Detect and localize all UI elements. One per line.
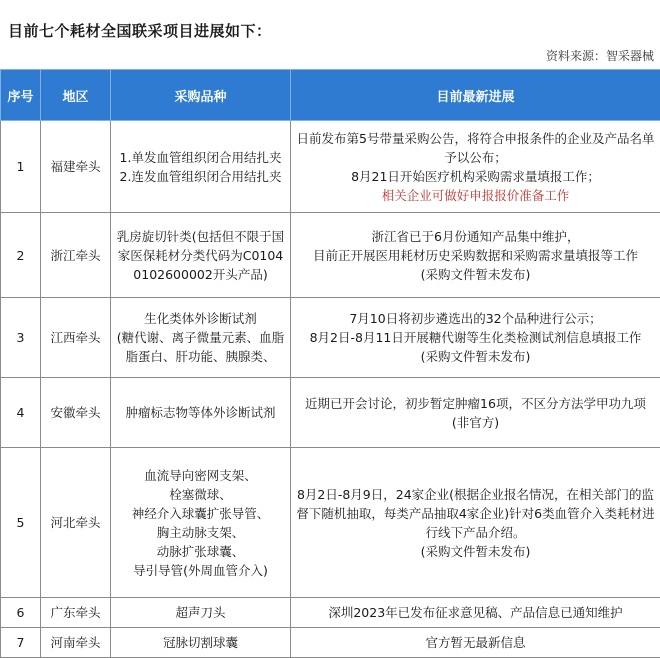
row-items xyxy=(111,378,291,448)
item-line: 血流导向密网支架、 xyxy=(115,466,286,485)
item-line: (糖代谢、离子微量元素、血脂脂蛋白、肝功能、胰腺类、 xyxy=(115,328,286,366)
item-line: 冠脉切割球囊 xyxy=(115,633,286,652)
row-items xyxy=(111,628,291,658)
row-items xyxy=(111,598,291,628)
item-line: 1.单发血管组织闭合用结扎夹 xyxy=(115,148,286,167)
progress-line: (采购文件暂未发布) xyxy=(295,347,656,366)
row-items xyxy=(111,298,291,378)
progress-line: 7月10日将初步遴选出的32个品种进行公示； xyxy=(295,309,656,328)
table-header-row xyxy=(1,70,660,121)
row-number: 2 xyxy=(1,213,41,298)
progress-line: 近期已开会讨论，初步暂定肿瘤16项，不区分方法学甲功九项 xyxy=(295,394,656,413)
item-line: 生化类体外诊断试剂 xyxy=(115,309,286,328)
progress-line: (采购文件暂未发布) xyxy=(295,542,656,561)
progress-line: 8月2日-8月9日，24家企业(根据企业报名情况，在相关部门的监督下随机抽取，每类产品抽取4家企业)针对6类血管介入类耗材进行线下产品介绍。 xyxy=(295,485,656,542)
row-progress xyxy=(291,298,660,378)
progress-table xyxy=(0,69,660,658)
item-line: 超声刀头 xyxy=(115,603,286,622)
row-number: 4 xyxy=(1,378,41,448)
row-region: 福建牵头 xyxy=(41,121,111,213)
progress-line: 官方暂无最新信息 xyxy=(295,633,656,652)
header-progress: 目前最新进展 xyxy=(291,70,660,121)
page-title: 目前七个耗材全国联采项目进展如下： xyxy=(8,20,272,41)
row-number: 7 xyxy=(1,628,41,658)
row-progress xyxy=(291,628,660,658)
header-items: 采购品种 xyxy=(111,70,291,121)
row-region: 河北牵头 xyxy=(41,448,111,598)
item-line: 肿瘤标志物等体外诊断试剂 xyxy=(115,403,286,422)
progress-line: (采购文件暂未发布) xyxy=(295,265,656,284)
item-line: 导引导管(外周血管介入) xyxy=(115,561,286,580)
progress-line: 8月21日开始医疗机构采购需求量填报工作； xyxy=(295,167,656,186)
table-row xyxy=(1,628,660,658)
progress-line: 目前正开展医用耗材历史采购数据和采购需求量填报等工作 xyxy=(295,246,656,265)
progress-line: 浙江省已于6月份通知产品集中维护， xyxy=(295,227,656,246)
item-line: 动脉扩张球囊、 xyxy=(115,542,286,561)
row-items xyxy=(111,213,291,298)
table-row xyxy=(1,598,660,628)
row-progress xyxy=(291,121,660,213)
item-line: 栓塞微球、 xyxy=(115,485,286,504)
row-number: 3 xyxy=(1,298,41,378)
item-line: 2.连发血管组织闭合用结扎夹 xyxy=(115,167,286,186)
table-row xyxy=(1,378,660,448)
progress-line: 8月2日-8月11日开展糖代谢等生化类检测试剂信息填报工作 xyxy=(295,328,656,347)
row-number: 6 xyxy=(1,598,41,628)
row-region: 安徽牵头 xyxy=(41,378,111,448)
progress-highlight: 相关企业可做好申报报价准备工作 xyxy=(295,186,656,205)
row-number: 1 xyxy=(1,121,41,213)
row-progress xyxy=(291,598,660,628)
row-items xyxy=(111,121,291,213)
row-progress xyxy=(291,448,660,598)
source-note: 资料来源：智采器械 xyxy=(546,47,654,64)
row-region: 广东牵头 xyxy=(41,598,111,628)
header-region: 地区 xyxy=(41,70,111,121)
table-row xyxy=(1,121,660,213)
header-no: 序号 xyxy=(1,70,41,121)
item-line: 乳房旋切针类(包括但不限于国家医保耗材分类代码为C01040102600002开头产品) xyxy=(115,227,286,284)
row-number: 5 xyxy=(1,448,41,598)
table-row xyxy=(1,448,660,598)
row-items xyxy=(111,448,291,598)
table-body xyxy=(1,121,660,658)
row-region: 河南牵头 xyxy=(41,628,111,658)
progress-line: (非官方) xyxy=(295,413,656,432)
table-row xyxy=(1,213,660,298)
row-region: 浙江牵头 xyxy=(41,213,111,298)
progress-line: 深圳2023年已发布征求意见稿、产品信息已通知维护 xyxy=(295,603,656,622)
row-progress xyxy=(291,378,660,448)
item-line: 神经介入球囊扩张导管、 xyxy=(115,504,286,523)
row-region: 江西牵头 xyxy=(41,298,111,378)
row-progress xyxy=(291,213,660,298)
progress-line: 日前发布第5号带量采购公告，将符合申报条件的企业及产品名单予以公布； xyxy=(295,129,656,167)
table-row xyxy=(1,298,660,378)
item-line: 胸主动脉支架、 xyxy=(115,523,286,542)
